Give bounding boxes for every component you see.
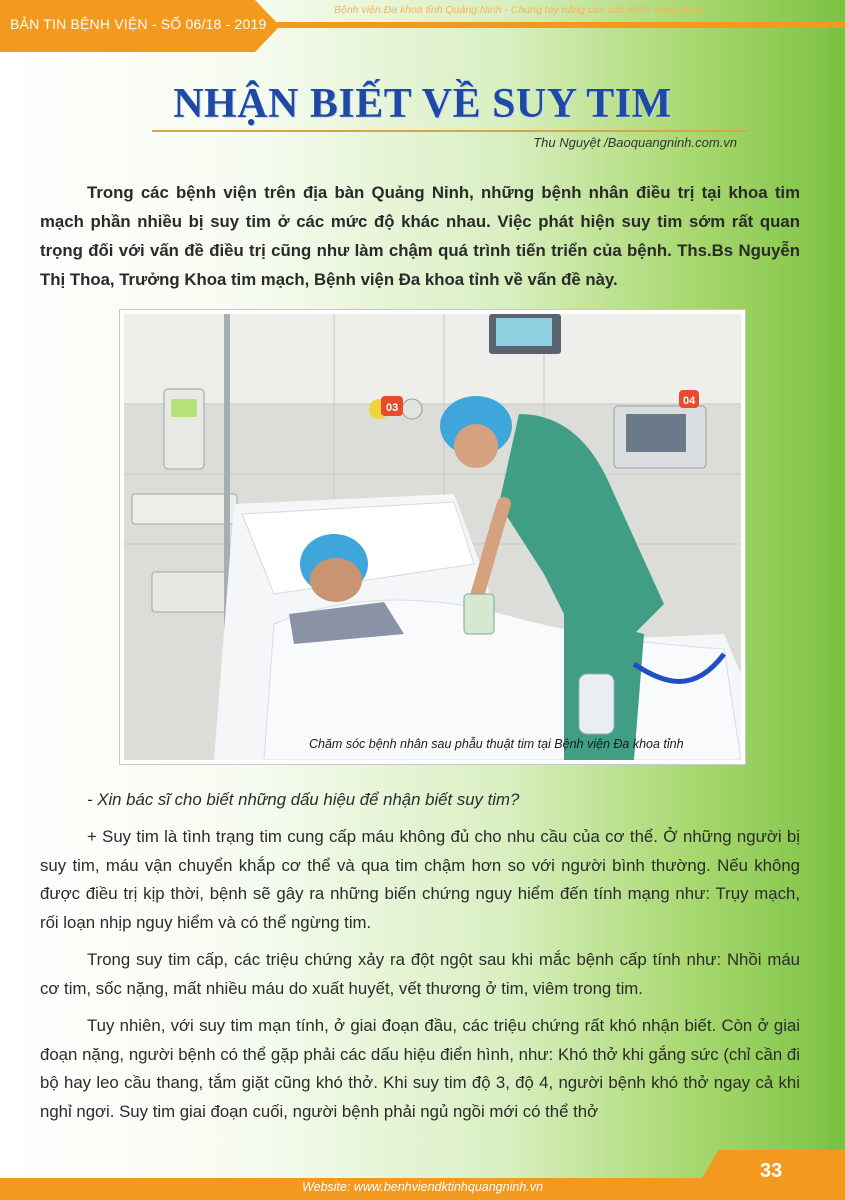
header-tagline: Bệnh viện Đa khoa tỉnh Quảng Ninh - Chung tay nâng cao sức khỏe cộng đồng xyxy=(334,4,703,16)
bed-label-03: 03 xyxy=(386,402,399,414)
photo-caption: Chăm sóc bệnh nhân sau phẫu thuật tim tại Bệnh viện Đa khoa tỉnh xyxy=(309,737,684,751)
footer-website: Website: www.benhviendktinhquangninh.vn xyxy=(302,1180,543,1194)
bed-label-04: 04 xyxy=(683,395,696,407)
title-underline xyxy=(152,130,747,132)
interview-question: - Xin bác sĩ cho biết những dấu hiệu để nhận biết suy tim? xyxy=(87,790,520,809)
header-issue-label: BẢN TIN BỆNH VIỆN - SỐ 06/18 - 2019 xyxy=(10,16,267,32)
hospital-scene-image xyxy=(124,314,741,760)
article-title: NHẬN BIẾT VỀ SUY TIM xyxy=(173,81,672,127)
article-photo xyxy=(119,309,746,765)
header-rule xyxy=(270,22,845,28)
lead-paragraph: Trong các bệnh viện trên địa bàn Quảng Ninh, những bệnh nhân điều trị tại khoa tim mạch phần nhiều bị suy tim ở các mức độ khác nhau. Việc phát hiện suy tim sớm rất quan trọng đối với vấn đề điều trị cũng như làm chậm quá trình tiến triển của bệnh. Ths.Bs Nguyễn Thị Thoa, Trưởng Khoa tim mạch, Bệnh viện Đa khoa tỉnh về vấn đề này. xyxy=(40,183,800,289)
page-number: 33 xyxy=(760,1160,783,1182)
body-paragraph-1: + Suy tim là tình trạng tim cung cấp máu không đủ cho nhu cầu của cơ thể. Ở những người bị suy tim, máu vận chuyển khắp cơ thể và qua tim chậm hơn so với người bình thường. Nếu không được điều trị kịp thời, bệnh sẽ gây ra những biến chứng nguy hiểm đến tính mạng như: Trụy mạch, rối loạn nhịp nguy hiểm và có thể ngừng tim. xyxy=(40,827,800,932)
article-byline: Thu Nguyệt /Baoquangninh.com.vn xyxy=(533,135,737,150)
body-paragraph-2: Trong suy tim cấp, các triệu chứng xảy ra đột ngột sau khi mắc bệnh cấp tính như: Nhồi máu cơ tim, sốc nặng, mất nhiều máu do xuất huyết, vết thương ở tim, viêm trong tim. xyxy=(40,950,800,998)
body-paragraph-3: Tuy nhiên, với suy tim mạn tính, ở giai đoạn đầu, các triệu chứng rất khó nhận biết. Còn ở giai đoạn nặng, người bệnh có thể gặp phải các dấu hiệu điển hình, như: Khó thở khi gắng sức (chỉ cần đi bộ hay leo cầu thang, tắm giặt cũng khó thở. Khi suy tim độ 3, độ 4, người bệnh khó thở ngay cả khi nghỉ ngơi. Suy tim giai đoạn cuối, người bệnh phải ngủ ngồi mới có thể thở xyxy=(40,1016,800,1121)
right-green-bar xyxy=(827,28,845,1150)
